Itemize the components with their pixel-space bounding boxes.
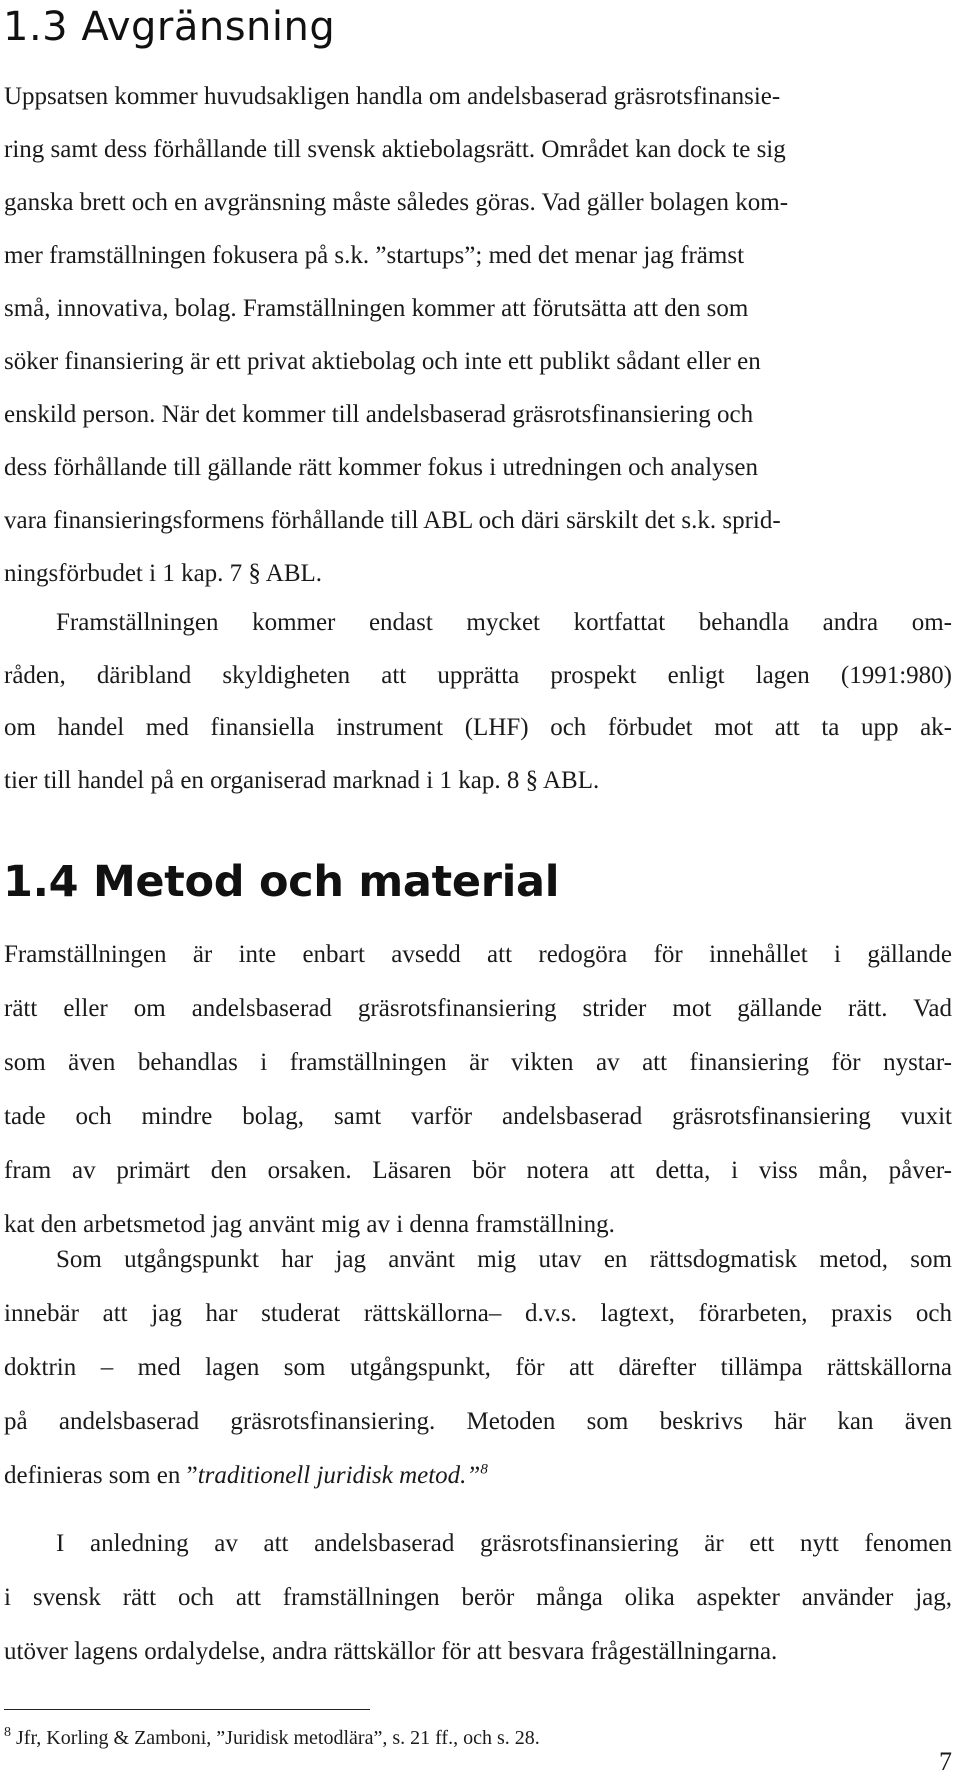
text-line: Som utgångspunkt har jag använt mig utav en rättsdogmatisk metod, som bbox=[56, 1246, 952, 1273]
paragraph-metod-3 bbox=[4, 1517, 952, 1679]
text-line: doktrin – med lagen som utgångspunkt, för att därefter tillämpa rättskällorna bbox=[4, 1354, 952, 1381]
text-line: dess förhållande till gällande rätt kommer fokus i utredningen och analysen bbox=[4, 454, 758, 481]
text-line: vara finansieringsformens förhållande till ABL och däri särskilt det s.k. sprid- bbox=[4, 507, 781, 534]
text-line: enskild person. När det kommer till andelsbaserad gräsrotsfinansiering och bbox=[4, 401, 754, 428]
text-line: Framställningen kommer endast mycket kortfattat behandla andra om- bbox=[56, 609, 952, 636]
text-line: innebär att jag har studerat rättskällorna– d.v.s. lagtext, förarbeten, praxis och bbox=[4, 1300, 952, 1327]
text-line: ring samt dess förhållande till svensk aktiebolagsrätt. Området kan dock te sig bbox=[4, 136, 786, 163]
section-heading-1-4: 1.4 Metod och material bbox=[3, 857, 560, 907]
paragraph-avgransning-2 bbox=[4, 597, 952, 807]
text-line: tier till handel på en organiserad marknad i 1 kap. 8 § ABL. bbox=[4, 766, 600, 794]
text-line: fram av primärt den orsaken. Läsaren bör notera att detta, i viss mån, påver- bbox=[4, 1157, 952, 1184]
text-line: råden, däribland skyldigheten att upprätta prospekt enligt lagen (1991:980) bbox=[4, 661, 952, 689]
footnote-text: Jfr, Korling & Zamboni, ”Juridisk metodlära”, s. 21 ff., och s. 28. bbox=[11, 1727, 540, 1749]
text-line: på andelsbaserad gräsrotsfinansiering. Metoden som beskrivs här kan även bbox=[4, 1408, 952, 1435]
text-line: ningsförbudet i 1 kap. 7 § ABL. bbox=[4, 560, 323, 587]
footnote-reference[interactable]: 8 bbox=[480, 1461, 488, 1478]
text-line: I anledning av att andelsbaserad gräsrotsfinansiering är ett nytt fenomen bbox=[56, 1530, 952, 1557]
italic-phrase: traditionell juridisk metod.” bbox=[197, 1462, 481, 1489]
text-line: Uppsatsen kommer huvudsakligen handla om andelsbaserad gräsrotsfinansie- bbox=[4, 83, 781, 110]
footnote-number: 8 bbox=[4, 1725, 11, 1740]
text-line-with-footnote bbox=[4, 1449, 952, 1503]
text-line: i svensk rätt och att framställningen berör många olika aspekter använder jag, bbox=[4, 1584, 952, 1611]
page-number: 7 bbox=[939, 1747, 952, 1776]
text-line: mer framställningen fokusera på s.k. ”startups”; med det menar jag främst bbox=[4, 242, 745, 269]
paragraph-metod-2 bbox=[4, 1233, 952, 1503]
text-line: utöver lagens ordalydelse, andra rättskällor för att besvara frågeställningarna. bbox=[4, 1638, 778, 1665]
text-line: kat den arbetsmetod jag använt mig av i denna framställning. bbox=[4, 1211, 615, 1238]
text-line: ganska brett och en avgränsning måste således göras. Vad gäller bolagen kom- bbox=[4, 189, 789, 216]
footnote bbox=[4, 1727, 540, 1750]
text-line: små, innovativa, bolag. Framställningen kommer att förutsätta att den som bbox=[4, 295, 749, 322]
section-heading-1-3: 1.3 Avgränsning bbox=[3, 4, 336, 50]
paragraph-avgransning-1 bbox=[4, 70, 952, 600]
text-line: tade och mindre bolag, samt varför andelsbaserad gräsrotsfinansiering vuxit bbox=[4, 1103, 952, 1130]
text-line: Framställningen är inte enbart avsedd att redogöra för innehållet i gällande bbox=[4, 941, 952, 968]
text-line: som även behandlas i framställningen är vikten av att finansiering för nystar- bbox=[4, 1049, 952, 1076]
text-line: rätt eller om andelsbaserad gräsrotsfinansiering strider mot gällande rätt. Vad bbox=[4, 995, 952, 1022]
footnote-divider bbox=[4, 1709, 370, 1710]
text-line: om handel med finansiella instrument (LHF) och förbudet mot att ta upp ak- bbox=[4, 714, 952, 741]
text-line: söker finansiering är ett privat aktiebolag och inte ett publikt sådant eller en bbox=[4, 348, 761, 375]
paragraph-metod-1 bbox=[4, 928, 952, 1252]
text-fragment: definieras som en ” bbox=[4, 1462, 198, 1489]
